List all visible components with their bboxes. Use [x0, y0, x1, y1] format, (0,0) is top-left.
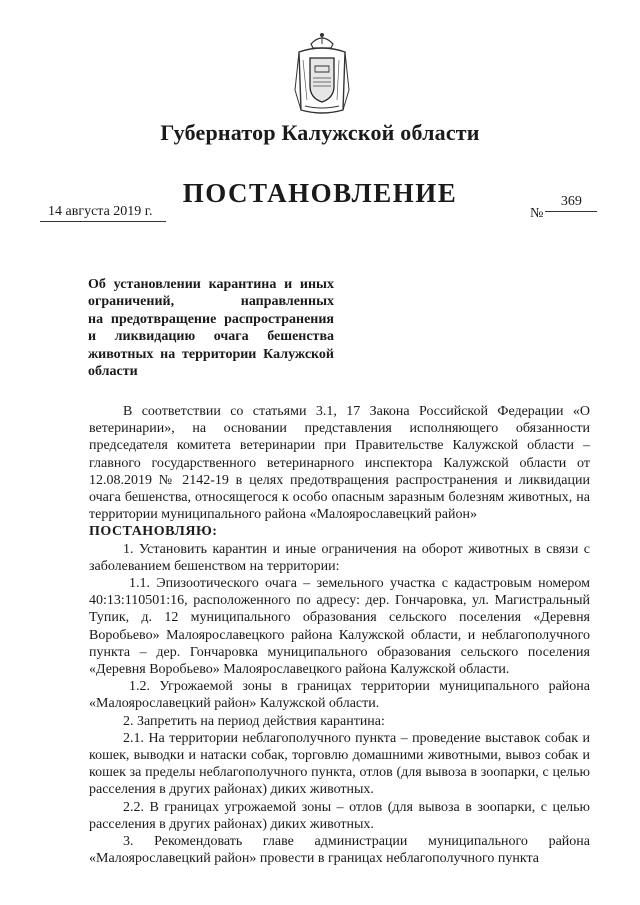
coat-of-arms-icon: [293, 30, 351, 116]
document-type: ПОСТАНОВЛЕНИЕ: [182, 178, 458, 208]
subject-line: и ликвидацию очага бешенства: [88, 329, 334, 345]
number-sign: №: [530, 206, 544, 221]
authority-title: Губернатор Калужской области: [160, 120, 480, 145]
document-number-block: [530, 194, 597, 222]
document-date: 14 августа 2019 г.: [40, 204, 166, 222]
decree-word: ПОСТАНОВЛЯЮ:: [89, 524, 218, 540]
document-number: 369: [545, 194, 597, 212]
subject-line: области: [88, 363, 138, 379]
document-body: [89, 403, 590, 867]
clause-paragraph: 2.2. В границах угрожаемой зоны – отлов (для вывоза в зоопарки, с целью расселения в других районах) диких животных.: [89, 799, 590, 832]
subject-line: ограничений, направленных: [88, 294, 334, 310]
preamble-paragraph: В соответствии со статьями 3.1, 17 Закона Российской Федерации «О ветеринарии», на основании представления исполняющего обязанности председателя комитета ветеринарии при Правительстве Калужской области – главного государственного ветеринарного инспектора Калужской области от 12.08.2019 № 2142-19 в целях предотвращения распространения и ликвидации очага бешенства, относящегося к особо опасным заразным болезням животных, на территории муниципального района «Малоярославецкий район»: [89, 404, 590, 523]
subject-line: на предотвращение распространения: [88, 311, 334, 327]
clause-paragraph: 2. Запретить на период действия карантина:: [123, 713, 385, 729]
clause-paragraph: 1. Установить карантин и иные ограничения на оборот животных в связи с заболеванием бешенством на территории:: [89, 541, 590, 574]
clause-paragraph: 2.1. На территории неблагополучного пункта – проведение выставок собак и кошек, выводки и натаски собак, торговлю домашними животными, вывоз собак и кошек за пределы неблагополучного пункта, отлов (для вывоза в зоопарки, с целью расселения в других районах) диких животных.: [89, 730, 590, 798]
clause-paragraph: 1.1. Эпизоотического очага – земельного участка с кадастровым номером 40:13:110501:16, расположенного по адресу: дер. Гончаровка, ул. Магистральный Тупик, д. 12 муниципального образования сельского поселения «Деревня Воробьево» Малоярославецкого района Калужской области, и неблагополучного пункта – дер. Гончаровка муниципального образования сельского поселения «Деревня Воробьево» Малоярославецкого района Калужской области.: [89, 576, 590, 678]
clause-paragraph: 3. Рекомендовать главе администрации муниципального района «Малоярославецкий район» провести в границах неблагополучного пункта: [89, 834, 590, 867]
document-subject: [88, 276, 334, 380]
clause-paragraph: 1.2. Угрожаемой зоны в границах территории муниципального района «Малоярославецкий район» Калужской области.: [89, 679, 590, 712]
subject-line: животных на территории Калужской: [88, 346, 334, 362]
subject-line: Об установлении карантина и иных: [88, 277, 334, 292]
